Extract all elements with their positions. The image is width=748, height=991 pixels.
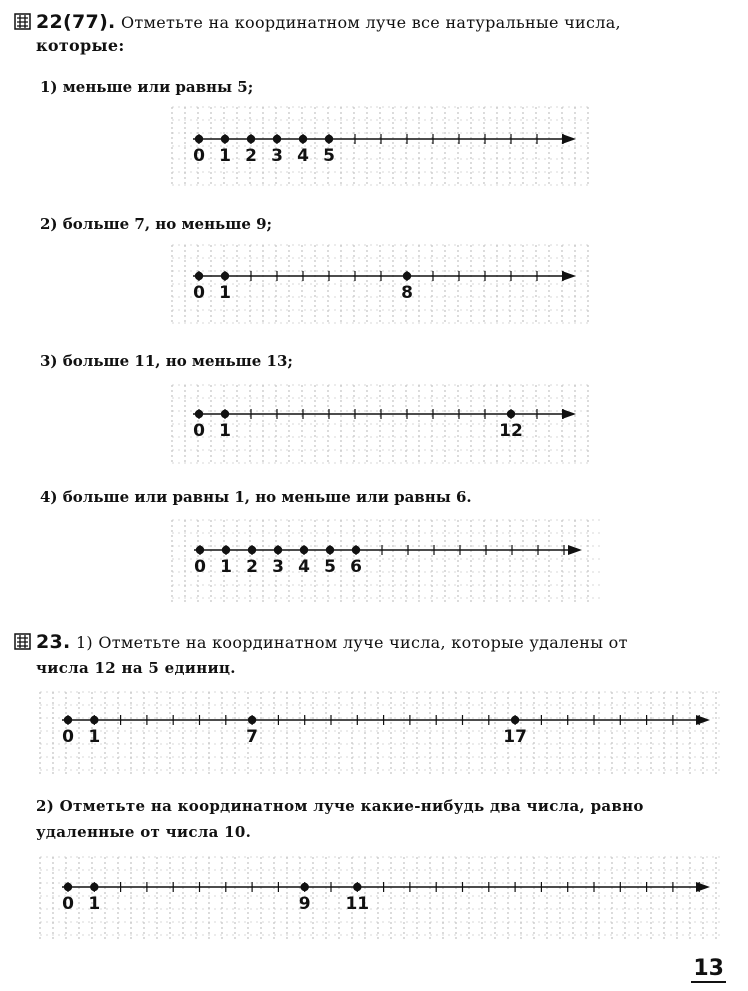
marked-point (196, 546, 204, 554)
point-label: 0 (62, 894, 74, 914)
point-label: 1 (219, 146, 231, 166)
point-label: 5 (323, 146, 335, 166)
exercise-22-text: Отметьте на координатном луче все натуральные числа, (120, 13, 621, 32)
point-label: 2 (245, 146, 257, 166)
marked-point (353, 883, 361, 891)
exercise-marker-icon (14, 13, 31, 30)
point-label: 0 (193, 283, 205, 303)
grid-paper (40, 857, 722, 939)
marked-point (195, 410, 203, 418)
coordinate-ray-3 (0, 383, 748, 468)
point-label: 1 (88, 894, 101, 914)
task-22-1-label: 1) меньше или равны 5; (40, 78, 254, 96)
marked-point (221, 135, 229, 143)
coordinate-ray-4 (0, 518, 748, 608)
marked-point (195, 272, 203, 280)
point-label: 9 (298, 894, 311, 914)
page-number: 13 (693, 956, 724, 981)
marked-point (273, 135, 281, 143)
marked-point (195, 135, 203, 143)
task-22-3-label: 3) больше 11, но меньше 13; (40, 352, 293, 370)
exercise-23-line1 (14, 632, 628, 653)
exercise-22-line2: которые: (36, 36, 125, 55)
marked-point (222, 546, 230, 554)
marked-point (511, 716, 519, 724)
grid-paper (40, 692, 722, 774)
point-label: 0 (193, 421, 205, 441)
point-label: 8 (401, 283, 413, 303)
coordinate-ray-5 (0, 690, 748, 780)
point-label: 4 (297, 146, 309, 166)
point-label: 5 (324, 557, 336, 577)
marked-point (352, 546, 360, 554)
marked-point (403, 272, 411, 280)
marked-point (301, 883, 309, 891)
marked-point (247, 135, 255, 143)
exercise-23-task2-line2: удаленные от числа 10. (36, 823, 252, 841)
point-label: 1 (219, 283, 231, 303)
coordinate-ray-1 (0, 105, 748, 190)
axis-arrow (562, 409, 576, 419)
marked-point (90, 883, 98, 891)
point-label: 2 (246, 557, 258, 577)
marked-point (221, 410, 229, 418)
marked-point (325, 135, 333, 143)
marked-point (248, 546, 256, 554)
marked-point (90, 716, 98, 724)
grid-paper (172, 385, 592, 463)
point-label: 4 (298, 557, 310, 577)
marked-point (221, 272, 229, 280)
axis-arrow (562, 134, 576, 144)
point-label: 1 (88, 727, 101, 747)
point-label: 12 (499, 421, 523, 441)
exercise-marker-icon (14, 633, 31, 650)
axis-arrow (562, 271, 576, 281)
point-label: 11 (345, 894, 370, 914)
grid-paper (172, 520, 600, 604)
coordinate-ray-2 (0, 243, 748, 328)
marked-point (248, 716, 256, 724)
point-label: 17 (503, 727, 527, 747)
point-label: 6 (350, 557, 362, 577)
coordinate-ray-6 (0, 855, 748, 945)
marked-point (274, 546, 282, 554)
marked-point (64, 716, 72, 724)
marked-point (299, 135, 307, 143)
grid-paper (172, 245, 592, 323)
marked-point (300, 546, 308, 554)
point-label: 0 (193, 146, 205, 166)
exercise-22-line1 (14, 12, 621, 33)
marked-point (507, 410, 515, 418)
point-label: 1 (220, 557, 232, 577)
task-22-2-label: 2) больше 7, но меньше 9; (40, 215, 273, 233)
point-label: 0 (194, 557, 206, 577)
exercise-23-line2: числа 12 на 5 единиц. (36, 659, 236, 677)
exercise-23-task2-line1: 2) Отметьте на координатном луче какие-нибудь два числа, равно (36, 797, 644, 815)
marked-point (64, 883, 72, 891)
grid-paper (172, 107, 592, 185)
point-label: 3 (272, 557, 284, 577)
exercise-23-number: 23. (36, 631, 71, 653)
point-label: 7 (246, 727, 259, 747)
point-label: 0 (62, 727, 74, 747)
point-label: 1 (219, 421, 231, 441)
exercise-22-number: 22(77). (36, 11, 116, 33)
exercise-23-task1-text: 1) Отметьте на координатном луче числа, которые удалены от (75, 633, 628, 652)
marked-point (326, 546, 334, 554)
point-label: 3 (271, 146, 283, 166)
task-22-4-label: 4) больше или равны 1, но меньше или равны 6. (40, 488, 472, 506)
